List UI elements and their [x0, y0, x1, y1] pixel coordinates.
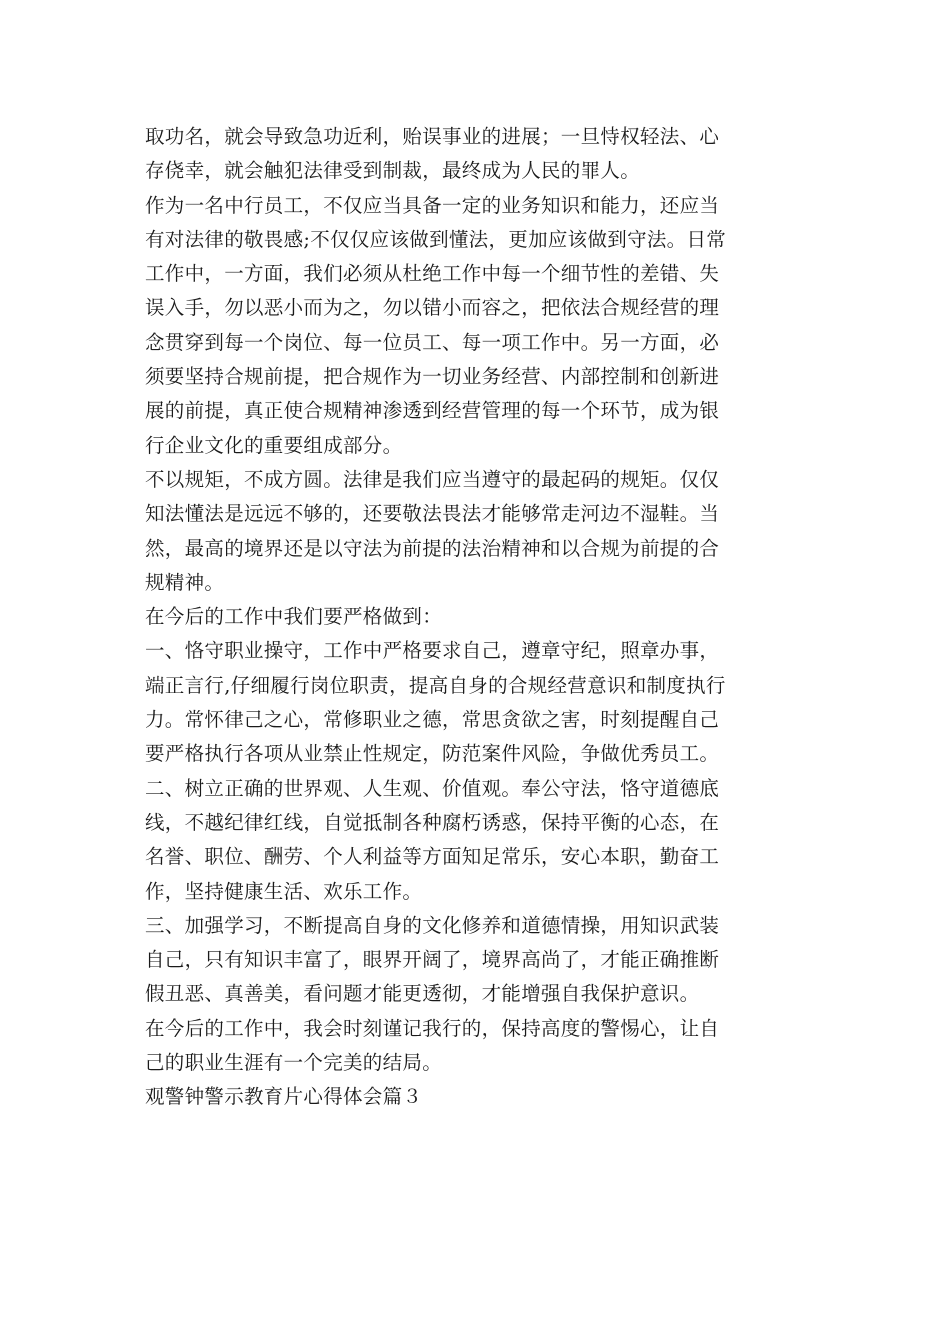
- text-line: 名誉、职位、酬劳、个人利益等方面知足常乐，安心本职，勤奋工: [145, 845, 720, 869]
- text-line: 力。常怀律己之心，常修职业之德，常思贪欲之害，时刻提醒自己: [145, 708, 720, 732]
- heading-line: 观警钟警示教育片心得体会篇３: [145, 1085, 423, 1109]
- text-line: 须要坚持合规前提，把合规作为一切业务经营、内部控制和创新进: [145, 365, 720, 389]
- text-line: 自己，只有知识丰富了，眼界开阔了，境界高尚了，才能正确推断: [145, 948, 720, 972]
- text-line: 误入手，勿以恶小而为之，勿以错小而容之，把依法合规经营的理: [145, 296, 720, 320]
- text-line: 要严格执行各项从业禁止性规定，防范案件风险，争做优秀员工。: [145, 742, 720, 766]
- text-line: 作，坚持健康生活、欢乐工作。: [145, 879, 423, 903]
- list-item: [145, 634, 810, 771]
- list-item: [145, 909, 810, 1012]
- text-line: 知法懂法是远远不够的，还要敬法畏法才能够常走河边不湿鞋。当: [145, 502, 720, 526]
- text-line: 规精神。: [145, 570, 225, 594]
- text-line: 存侥幸，就会触犯法律受到制裁，最终成为人民的罪人。: [145, 159, 641, 183]
- text-line: 作为一名中行员工，不仅应当具备一定的业务知识和能力，还应当: [145, 193, 720, 217]
- section-heading: [145, 1080, 810, 1114]
- text-line: 二、树立正确的世界观、人生观、价值观。奉公守法，恪守道德底: [145, 776, 720, 800]
- text-line: 工作中，一方面，我们必须从杜绝工作中每一个细节性的差错、失: [145, 262, 720, 286]
- text-line: 线，不越纪律红线，自觉抵制各种腐朽诱惑，保持平衡的心态，在: [145, 810, 720, 834]
- text-line: 己的职业生涯有一个完美的结局。: [145, 1051, 443, 1075]
- paragraph: [145, 1012, 810, 1081]
- text-line: 不以规矩，不成方圆。法律是我们应当遵守的最起码的规矩。仅仅: [145, 467, 720, 491]
- text-line: 念贯穿到每一个岗位、每一位员工、每一项工作中。另一方面，必: [145, 330, 720, 354]
- text-line: 然，最高的境界还是以守法为前提的法治精神和以合规为前提的合: [145, 536, 720, 560]
- text-line: 行企业文化的重要组成部分。: [145, 433, 403, 457]
- text-line: 一、恪守职业操守，工作中严格要求自己，遵章守纪，照章办事，: [145, 639, 720, 663]
- text-line: 假丑恶、真善美，看问题才能更透彻，才能增强自我保护意识。: [145, 982, 700, 1006]
- text-line: 展的前提，真正使合规精神渗透到经营管理的每一个环节，成为银: [145, 399, 720, 423]
- text-line: 在今后的工作中，我会时刻谨记我行的，保持高度的警惕心，让自: [145, 1016, 720, 1040]
- text-line: 端正言行,仔细履行岗位职责，提高自身的合规经营意识和制度执行: [145, 673, 726, 697]
- text-line: 有对法律的敬畏感;不仅仅应该做到懂法，更加应该做到守法。日常: [145, 227, 727, 251]
- text-line: 在今后的工作中我们要严格做到：: [145, 605, 443, 629]
- text-line: 三、加强学习，不断提高自身的文化修养和道德情操，用知识武装: [145, 913, 720, 937]
- paragraph: [145, 120, 810, 189]
- list-item: [145, 772, 810, 909]
- paragraph: [145, 600, 810, 634]
- paragraph: [145, 189, 810, 463]
- text-line: 取功名，就会导致急功近利，贻误事业的进展；一旦恃权轻法、心: [145, 125, 720, 148]
- document-body: [145, 120, 810, 1115]
- paragraph: [145, 463, 810, 600]
